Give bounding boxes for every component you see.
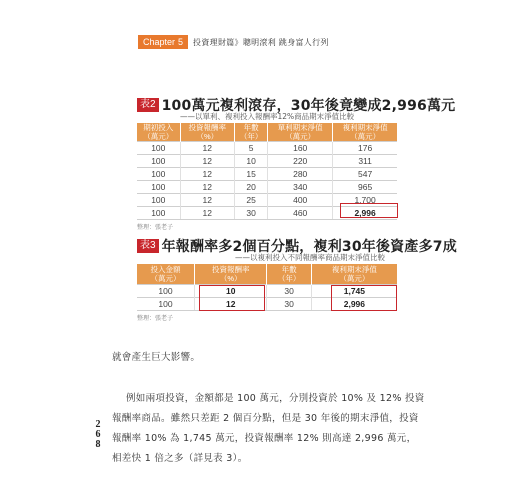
table2-cell: 547: [333, 168, 397, 181]
table2-col-header: 年數 （年）: [234, 123, 267, 142]
table2-cell: 160: [268, 142, 333, 155]
table3-col-header: 投資報酬率 （%）: [194, 264, 267, 284]
table3-cell: 12: [194, 297, 267, 310]
table2-cell: 20: [234, 181, 267, 194]
table2-cell: 965: [333, 181, 397, 194]
table2-cell: 1,700: [333, 194, 397, 207]
table2-cell: 12: [180, 181, 234, 194]
table3-subtitle: ——以複利投入不同報酬率商品期末淨值比較: [235, 253, 385, 262]
running-header-title: 投資理財篇》聰明滾利 跳身富人行列: [193, 37, 329, 47]
table2-title-text: 100萬元複利滾存，30年後竟變成2,996萬元: [161, 98, 456, 114]
table2-cell: 460: [268, 207, 333, 220]
table2-cell: 10: [234, 155, 267, 168]
table2-badge: 表2: [137, 98, 159, 112]
table2-cell: 280: [268, 168, 333, 181]
table2-highlight-box: [340, 203, 398, 218]
table3-cell: 2,996: [311, 297, 397, 310]
table3-cell: 30: [267, 297, 311, 310]
table2-cell: 100: [137, 207, 180, 220]
table3-col-header: 年數 （年）: [267, 264, 311, 284]
table2-source: 整理：張老子: [137, 224, 174, 231]
table2-col-header: 複利期末淨值 （萬元）: [333, 123, 397, 142]
page-number: 2 6 8: [95, 419, 101, 450]
table2-cell: 15: [234, 168, 267, 181]
table3-cell: 1,745: [311, 284, 397, 297]
table3-source: 整理：張老子: [137, 315, 174, 322]
table2-cell: 100: [137, 155, 180, 168]
table2-cell: 311: [333, 155, 397, 168]
running-header: [138, 35, 329, 49]
table3-cell: 30: [267, 284, 311, 297]
table2-cell: 12: [180, 207, 234, 220]
table3-cell: 10: [194, 284, 267, 297]
body-line-5: 相差快 1 倍之多（詳見表 3）。: [112, 453, 248, 464]
table2-cell: 30: [234, 207, 267, 220]
table2-cell: 340: [268, 181, 333, 194]
table2-subtitle: ——以單利、複利投入報酬率12%商品期末淨值比較: [180, 112, 355, 121]
table2-cell: 100: [137, 168, 180, 181]
table2-cell: 100: [137, 194, 180, 207]
chapter-tag: Chapter 5: [138, 35, 188, 49]
table2-cell: 12: [180, 168, 234, 181]
table3-badge: 表3: [137, 239, 159, 253]
table2-col-header: 單利期末淨值 （萬元）: [268, 123, 333, 142]
table2-col-header: 期初投入 （萬元）: [137, 123, 180, 142]
table2-row: [137, 142, 397, 155]
table2-cell: 12: [180, 142, 234, 155]
table2-col-header: 投資報酬率 （%）: [180, 123, 234, 142]
table3-cell: 100: [137, 284, 194, 297]
table3-title-text: 年報酬率多2個百分點，複利30年後資產多7成: [161, 239, 457, 255]
table2-cell: 12: [180, 155, 234, 168]
body-line-1: 就會產生巨大影響。: [112, 352, 201, 363]
table2-cell: 176: [333, 142, 397, 155]
table2-cell: 2,996: [333, 207, 397, 220]
table2-cell: 400: [268, 194, 333, 207]
table3-col-header: 複利期末淨值 （萬元）: [311, 264, 397, 284]
body-line-4: 報酬率 10% 為 1,745 萬元，投資報酬率 12% 則高達 2,996 萬元，: [112, 433, 417, 444]
table2-cell: 100: [137, 181, 180, 194]
table2-row: [137, 155, 397, 168]
table2-cell: 25: [234, 194, 267, 207]
table3-value-highlight-box: [331, 285, 397, 311]
table3-cell: 100: [137, 297, 194, 310]
table2-row: [137, 181, 397, 194]
table2-cell: 12: [180, 194, 234, 207]
body-line-2: 例如兩項投資，金額都是 100 萬元，分別投資於 10% 及 12% 投資: [126, 393, 425, 404]
body-line-3: 報酬率商品。雖然只差距 2 個百分點，但是 30 年後的期末淨值，投資: [112, 413, 419, 424]
table2-row: [137, 168, 397, 181]
table3-rate-highlight-box: [199, 285, 265, 311]
table2-cell: 100: [137, 142, 180, 155]
table2-cell: 220: [268, 155, 333, 168]
table2-cell: 5: [234, 142, 267, 155]
table3-col-header: 投入金額 （萬元）: [137, 264, 194, 284]
